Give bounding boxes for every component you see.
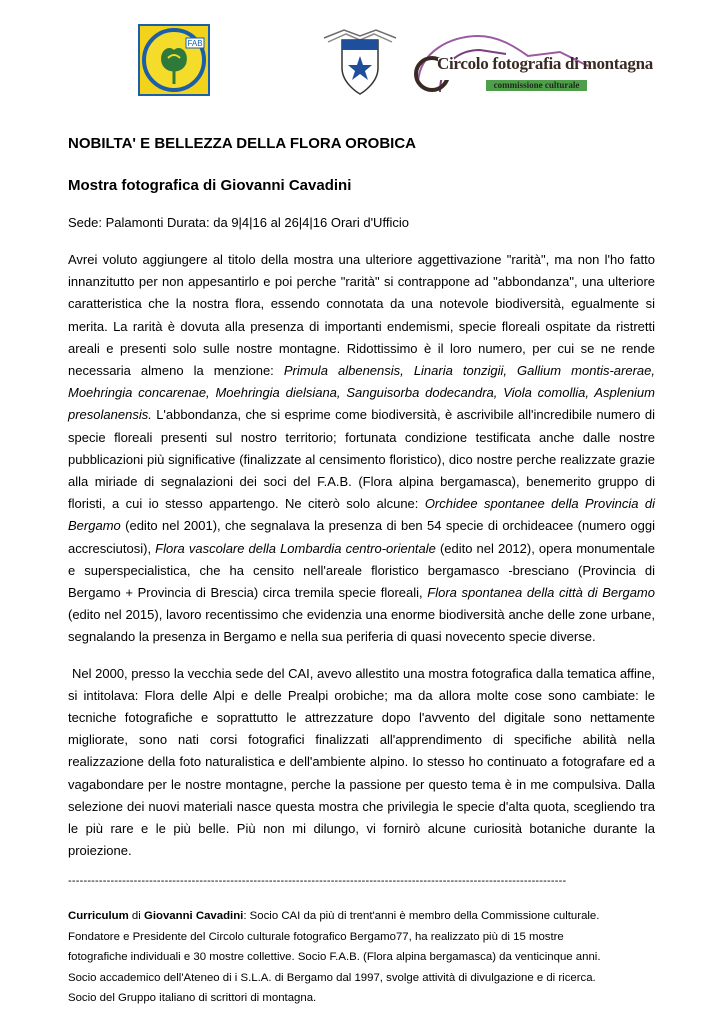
venue-info: Sede: Palamonti Durata: da 9|4|16 al 26|4|16 Orari d'Ufficio — [68, 215, 409, 230]
publication-title-3: Flora spontanea della città di Bergamo — [427, 585, 655, 601]
curriculum-line-3: fotografiche individuali e 30 mostre collettive. Socio F.A.B. (Flora alpina bergamasca) da venticinque anni. — [68, 951, 601, 964]
svg-text:FAB: FAB — [187, 39, 203, 48]
curriculum-line-2: Fondatore e Presidente del Circolo culturale fotografico Bergamo77, ha realizzato più di 15 mostre — [68, 930, 564, 943]
circolo-title-text: Circolo fotografia di montagna — [437, 54, 653, 73]
endemic-species-list: Primula albenensis, Linaria tonzigii, Gallium montis-arerae, Moehringia concarenae, Moehringia dielsiana, Sanguisorba dodecandra, Viola comollia, Asplenium presolanensis. — [68, 363, 655, 423]
curriculum-line-1 — [68, 906, 655, 927]
circolo-subtitle: commissione culturale — [486, 80, 587, 91]
curriculum-section — [68, 906, 655, 1009]
document-content — [68, 134, 655, 1009]
publication-title-1: Orchidee spontanee della Provincia di Bergamo — [68, 496, 655, 534]
page-title: NOBILTA' E BELLEZZA DELLA FLORA OROBICA — [68, 135, 416, 152]
curriculum-line-4: Socio accademico dell'Ateneo di i S.L.A. di Bergamo dal 1997, svolge attività di divulgazione e di ricerca. — [68, 971, 596, 984]
paragraph-1-text-3: (edito nel 2001), che segnalava la presenza di ben 54 specie di orchideacee (numero oggi accresciutosi), — [68, 518, 655, 556]
publication-title-2: Flora vascolare della Lombardia centro-orientale — [155, 540, 436, 556]
paragraph-1-text-5: (edito nel 2015), lavoro recentissimo che evidenzia una enorme biodiversità anche delle zone urbane, segnalando la presenza in Bergamo e nella sua periferia di quasi novecento specie diverse. — [68, 607, 655, 645]
curriculum-label: Curriculum — [68, 910, 129, 923]
paragraph-1-text-1: Avrei voluto aggiungere al titolo della mostra una ulteriore aggettivazione "rarità", ma non l'ho fatto innanzitutto per non appesantirlo e poi perche "rarità" si contrappone ad "abbondanza", una ulteriore caratteristica che la nostra flora, essendo connotata da una notevole biodiversità, egualmente si merita. La rarità è dovuta alla presenza di importanti endemismi, specie floreali ospitate da ristretti areali e presenti solo sulle nostre montagne. Ridottissimo è il loro numero, per cui se ne rende necessaria almeno la menzione: — [68, 252, 655, 379]
cai-logo — [320, 28, 400, 98]
dashed-divider: --------------------------------------------------------------------------------------------------------------------------------- — [68, 875, 567, 888]
curriculum-line-5: Socio del Gruppo italiano di scrittori di montagna. — [68, 992, 317, 1005]
curriculum-di: di — [128, 910, 144, 923]
paragraph-1-text-2: L'abbondanza, che si esprime come biodiversità, è ascrivibile all'incredibile numero di specie floreali presenti sul nostro territorio; fortunata condizione testificata anche dalle nostre pubblicazioni più significative (finalizzate al censimento floristico), dico nostre perche realizzate grazie alla miriade di segnalazioni dei soci del F.A.B. (Flora alpina bergamasca), benemerito gruppo di floristi, a cui io stesso appartengo. Ne citerò solo alcune: — [68, 407, 655, 512]
curriculum-line-1-rest: : Socio CAI da più di trent'anni è membro della Commissione culturale. — [243, 910, 600, 923]
paragraph-2: Nel 2000, presso la vecchia sede del CAI, avevo allestito una mostra fotografica dalla tematica affine, si intitolava: Flora delle Alpi e delle Prealpi orobiche; ma da allora molte cose sono cambiate: le tecniche fotografiche e soprattutto le attrezzature dopo l'avvento del digitale sono nettamente migliorate, sono nati corsi fotografici finalizzati all'apprendimento di specifiche abilità nella realizzazione della foto naturalistica e dell'ambiente alpino. Io stesso ho continuato a fotografare ed a vagabondare per le nostre montagne, perche la passione per questo tema è in me compulsiva. Dalla selezione dei nuovi materiali nasce questa mostra che privilegia le specie d'alta quota, scegliendo tra le più rare e le più belle. Più non mi dilungo, vi fornirò alcune curiosità botaniche durante la proiezione. — [68, 665, 655, 859]
fab-logo — [138, 24, 210, 96]
exhibition-subtitle: Mostra fotografica di Giovanni Cavadini — [68, 177, 352, 194]
author-name: Giovanni Cavadini — [143, 910, 244, 923]
paragraph-1 — [68, 249, 655, 649]
paragraph-1-text-4: (edito nel 2012), opera monumentale e superspecialistica, che ha censito nell'areale floristico bergamasco -bresciano (Provincia di Bergamo + Provincia di Brescia) circa tremila specie floreali, — [68, 540, 655, 601]
